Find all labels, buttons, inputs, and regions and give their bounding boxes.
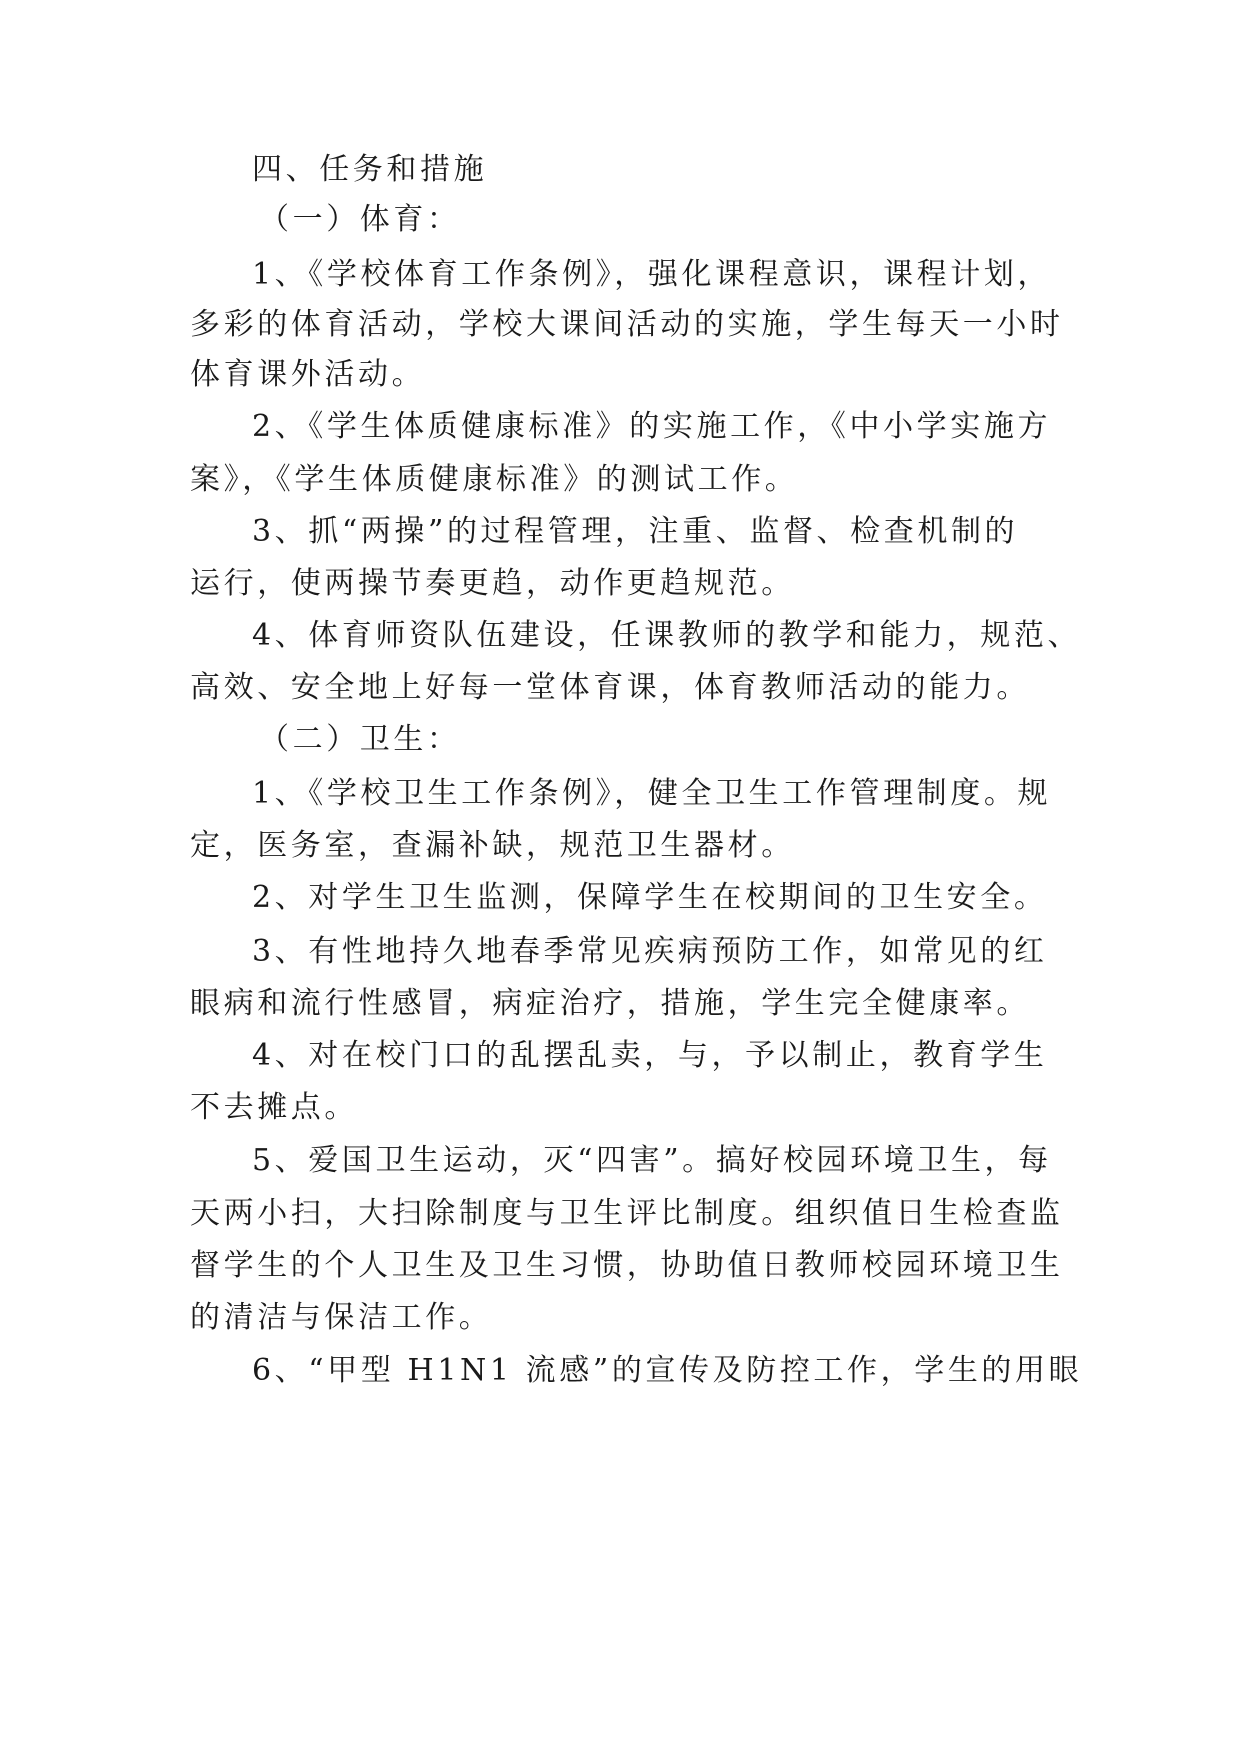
text-line: 多彩的体育活动，学校大课间活动的实施，学生每天一小时 [190, 307, 1064, 342]
text-line: 不去摊点。 [190, 1090, 358, 1125]
text-line: 眼病和流行性感冒，病症治疗，措施，学生完全健康率。 [190, 986, 1030, 1021]
subsection-heading-hygiene: （二）卫生： [259, 722, 461, 757]
text-line: 运行，使两操节奏更趋，动作更趋规范。 [190, 566, 795, 601]
text-line: 体育课外活动。 [190, 357, 426, 392]
text-line: 3、有性地持久地春季常见疾病预防工作，如常见的红 [252, 934, 1048, 969]
text-line: 2、对学生卫生监测，保障学生在校期间的卫生安全。 [252, 880, 1048, 915]
text-line: 天两小扫，大扫除制度与卫生评比制度。组织值日生检查监 [190, 1196, 1064, 1231]
text-line: 3、抓“两操”的过程管理，注重、监督、检查机制的 [252, 514, 1019, 549]
text-line: 1、《学校体育工作条例》，强化课程意识，课程计划， [252, 257, 1052, 292]
subsection-heading-pe: （一）体育： [259, 202, 461, 237]
section-heading-tasks: 四、任务和措施 [252, 152, 488, 187]
text-line: 4、体育师资队伍建设，任课教师的教学和能力，规范、 [252, 618, 1082, 653]
text-line: 6、“甲型 H1N1 流感”的宣传及防控工作，学生的用眼 [252, 1353, 1083, 1388]
text-line: 案》，《学生体质健康标准》的测试工作。 [190, 462, 799, 497]
text-line: 1、《学校卫生工作条例》，健全卫生工作管理制度。规 [252, 776, 1052, 811]
text-line: 的清洁与保洁工作。 [190, 1300, 493, 1335]
text-line: 高效、安全地上好每一堂体育课，体育教师活动的能力。 [190, 670, 1030, 705]
text-line: 5、爱国卫生运动，灭“四害”。搞好校园环境卫生，每 [252, 1143, 1052, 1178]
text-line: 定，医务室，查漏补缺，规范卫生器材。 [190, 828, 795, 863]
text-line: 督学生的个人卫生及卫生习惯，协助值日教师校园环境卫生 [190, 1248, 1064, 1283]
text-line: 2、《学生体质健康标准》的实施工作，《中小学实施方 [252, 409, 1052, 444]
text-line: 4、对在校门口的乱摆乱卖，与，予以制止，教育学生 [252, 1038, 1048, 1073]
